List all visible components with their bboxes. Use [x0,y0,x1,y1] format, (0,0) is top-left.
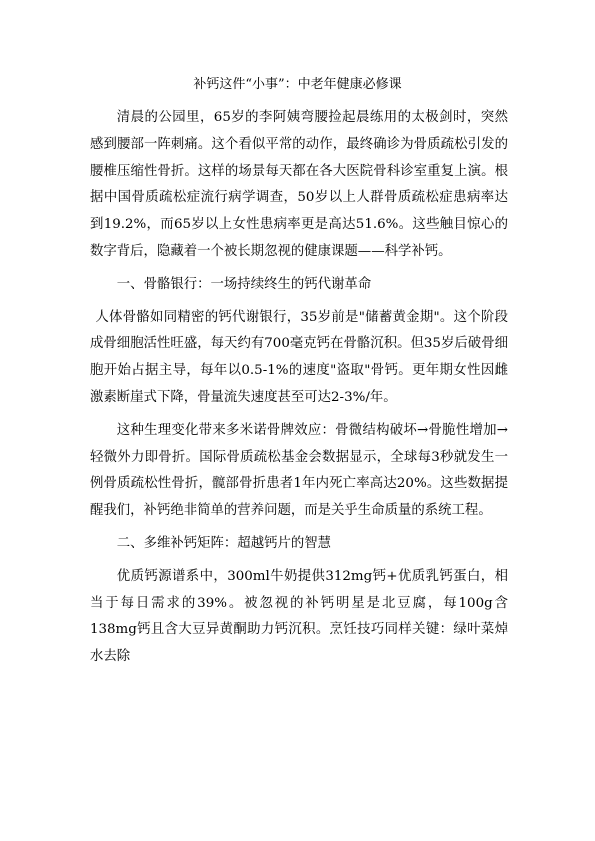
section-heading-2: 二、多维补钙矩阵：超越钙片的智慧 [116,535,332,551]
paragraph-intro: 清晨的公园里，65岁的李阿姨弯腰捡起晨练用的太极剑时，突然感到腰部一阵刺痛。这个看似平常的动作，最终确诊为骨质疏松引发的腰椎压缩性骨折。这样的场景每天都在各大医院骨科诊室重复上演。根据中国骨质疏松症流行病学调查，50岁以上人群骨质疏松症患病率达到19.2%，而65岁以上女性患病率更是高达51.6%。这些触目惊心的数字背后，隐藏着一个被长期忽视的健康课题——科学补钙。 [90,110,508,259]
document-title: 补钙这件“小事”：中老年健康必修课 [193,77,402,92]
paragraph-bone-bank: 人体骨骼如同精密的钙代谢银行，35岁前是"储蓄黄金期"。这个阶段成骨细胞活性旺盛，每天约有700毫克钙在骨骼沉积。但35岁后破骨细胞开始占据主导，每年以0.5-1%的速度"盗取"骨钙。更年期女性因雌激素断崖式下降，骨量流失速度甚至可达2-3%/年。 [90,309,508,405]
paragraph-domino-effect: 这种生理变化带来多米诺骨牌效应：骨微结构破坏→骨脆性增加→轻微外力即骨折。国际骨质疏松基金会数据显示，全球每3秒就发生一例骨质疏松性骨折，髋部骨折患者1年内死亡率高达20%。这些数据提醒我们，补钙绝非简单的营养问题，而是关乎生命质量的系统工程。 [90,422,508,519]
paragraph-calcium-sources: 优质钙源谱系中，300ml牛奶提供312mg钙+优质乳钙蛋白，相当于每日需求的39%。被忽视的补钙明星是北豆腐，每100g含138mg钙且含大豆异黄酮助力钙沉积。烹饪技巧同样关键：绿叶菜焯水去除 [90,568,508,665]
section-heading-1: 一、骨骼银行：一场持续终生的钙代谢革命 [116,276,372,292]
document-body [90,105,508,677]
